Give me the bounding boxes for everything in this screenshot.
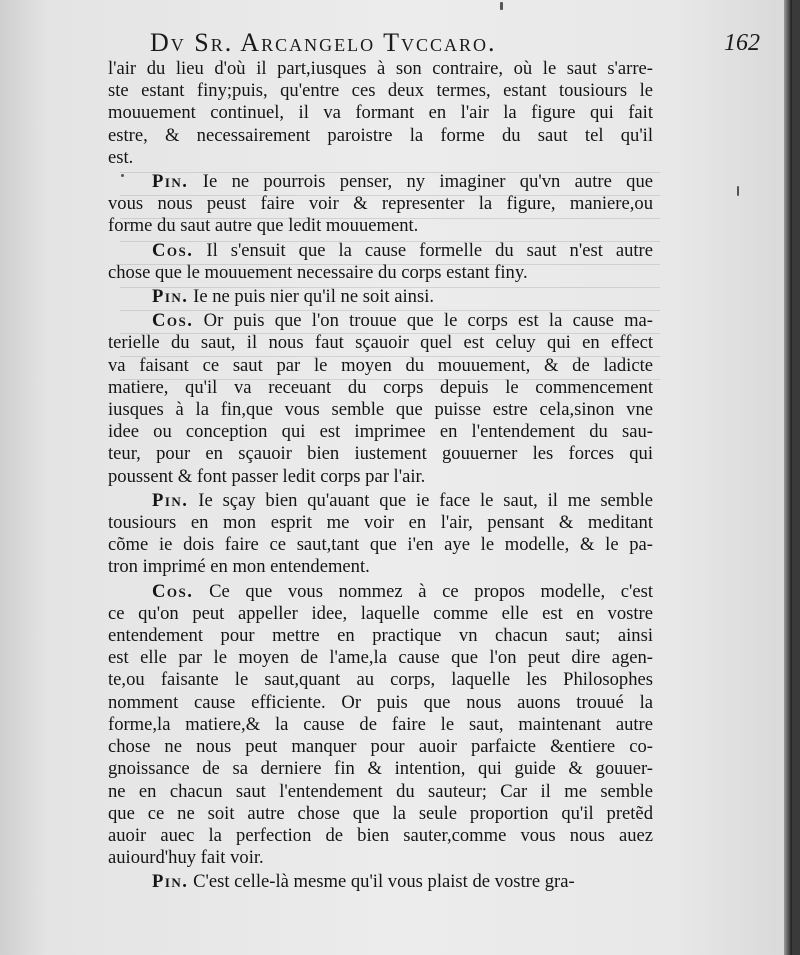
line-text: Ie sçay bien qu'auant que ie face le saut, il me semble [198,489,653,511]
paragraph [108,286,653,308]
line-text: entendement pour mettre en practique vn chacun saut; ainsi [108,625,653,647]
text-line [108,171,653,193]
text-line [108,147,653,169]
text-line [108,847,653,869]
line-text: auoir auec la perfection de bien sauter,comme vous nous auez [108,824,653,846]
text-line [108,603,653,625]
text-line [108,647,653,669]
speaker-name: Pin. [152,286,189,308]
line-text: tousiours en mon esprit me voir en l'air, pensant & meditant [108,512,653,534]
paragraph [108,490,653,579]
paragraph [108,58,653,169]
speaker-name: Cos. [152,580,194,602]
text-line [108,512,653,534]
text-line [108,466,653,488]
line-text: vous nous peust faire voir & representer la figure, maniere,ou [108,193,653,215]
text-line [108,377,653,399]
line-text: nomment cause efficiente. Or puis que nous auons trouué la [108,691,653,713]
line-text: auiourd'huy fait voir. [108,847,264,869]
text-line [108,399,653,421]
text-line [108,669,653,691]
line-text: terielle du saut, il nous faut sçauoir quel est celuy qui en effect [108,332,653,354]
text-line [108,825,653,847]
text-line [108,534,653,556]
text-line [108,443,653,465]
text-line [108,240,653,262]
text-line [108,781,653,803]
speaker-name: Pin. [152,489,189,511]
line-text: mouuement continuel, il va formant en l'air la figure qui fait [108,102,653,124]
line-text: est elle par le moyen de l'ame,la cause que l'on peut dire agen- [108,647,653,669]
line-text: forme,la matiere,& la cause de faire le saut, maintenant autre [108,713,653,735]
line-text: ne en chacun saut l'entendement du sauteur; Car il me semble [108,780,653,802]
line-text: est. [108,146,134,168]
text-line [108,581,653,603]
paragraph [108,310,653,488]
line-text: te,ou faisante le saut,quant au corps, laquelle les Philosophes [108,669,653,691]
page-header [150,28,760,58]
line-text: C'est celle-là mesme qu'il vous plaist de vostre gra- [193,871,575,893]
line-text: idee ou conception qui est imprimee en l'entendement du sau- [108,421,653,443]
paragraph [108,240,653,284]
line-text: Ce que vous nommez à ce propos modelle, c'est [209,580,653,602]
line-text: poussent & font passer ledit corps par l'air. [108,465,426,487]
page-edge-shadow [784,0,792,955]
text-line [108,871,653,893]
text-line [108,58,653,80]
text-line [108,355,653,377]
line-text: tron imprimé en mon entendement. [108,556,370,578]
text-line [108,803,653,825]
ink-speck [737,186,739,196]
page-number: 162 [724,30,760,56]
line-text: l'air du lieu d'où il part,iusques à son contraire, où le saut s'arre- [108,58,653,79]
line-text: chose que le mouuement necessaire du corps estant finy. [108,261,528,283]
text-line [108,215,653,237]
text-line [108,692,653,714]
speaker-name: Pin. [152,871,189,893]
text-line [108,332,653,354]
ink-speck [500,2,503,10]
text-line [108,758,653,780]
text-line [108,286,653,308]
line-text: va faisant ce saut par le moyen du mouuement, & de ladicte [108,354,653,376]
line-text: chose ne nous peut manquer pour auoir parfaicte &entiere co- [108,736,653,758]
text-line [108,421,653,443]
speaker-name: Pin. [152,171,189,193]
ink-speck [121,174,124,177]
text-line [108,556,653,578]
paragraph [108,581,653,870]
line-text: que ce ne soit autre chose que la seule proportion qu'il pretẽd [108,802,653,824]
line-text: ste estant finy;puis, qu'entre ces deux termes, estant tousiours le [108,80,653,102]
line-text: teur, pour en sçauoir bien iustement gouuerner les forces qui [108,443,653,465]
speaker-name: Cos. [152,239,194,261]
text-line [108,310,653,332]
body-text [108,58,653,894]
text-line [108,193,653,215]
running-head: Dv Sr. Arcangelo Tvccaro. [150,28,497,57]
line-text: cõme ie dois faire ce saut,tant que i'en aye le modelle, & le pa- [108,534,653,556]
line-text: Or puis que l'on trouue que le corps est la cause ma- [203,310,653,332]
text-line [108,80,653,102]
line-text: forme du saut autre que ledit mouuement. [108,215,419,237]
line-text: ce qu'on peut appeller idee, laquelle comme elle est en vostre [108,602,653,624]
text-line [108,736,653,758]
speaker-name: Cos. [152,310,194,332]
line-text: Ie ne puis nier qu'il ne soit ainsi. [193,286,435,308]
paragraph [108,871,653,893]
text-line [108,102,653,124]
text-line [108,625,653,647]
text-line [108,490,653,512]
line-text: iusques à la fin,que vous semble que puisse estre cela,sinon vne [108,399,653,421]
line-text: estre, & necessairement paroistre la forme du saut tel qu'il [108,124,653,146]
line-text: gnoissance de sa derniere fin & intention, qui guide & gouuer- [108,758,653,780]
paragraph [108,171,653,238]
text-line [108,714,653,736]
text-line [108,262,653,284]
text-line [108,125,653,147]
line-text: Ie ne pourrois penser, ny imaginer qu'vn autre que [202,171,653,193]
line-text: matiere, qu'il va receuant du corps depuis le commencement [108,376,653,398]
line-text: Il s'ensuit que la cause formelle du saut n'est autre [206,239,653,261]
